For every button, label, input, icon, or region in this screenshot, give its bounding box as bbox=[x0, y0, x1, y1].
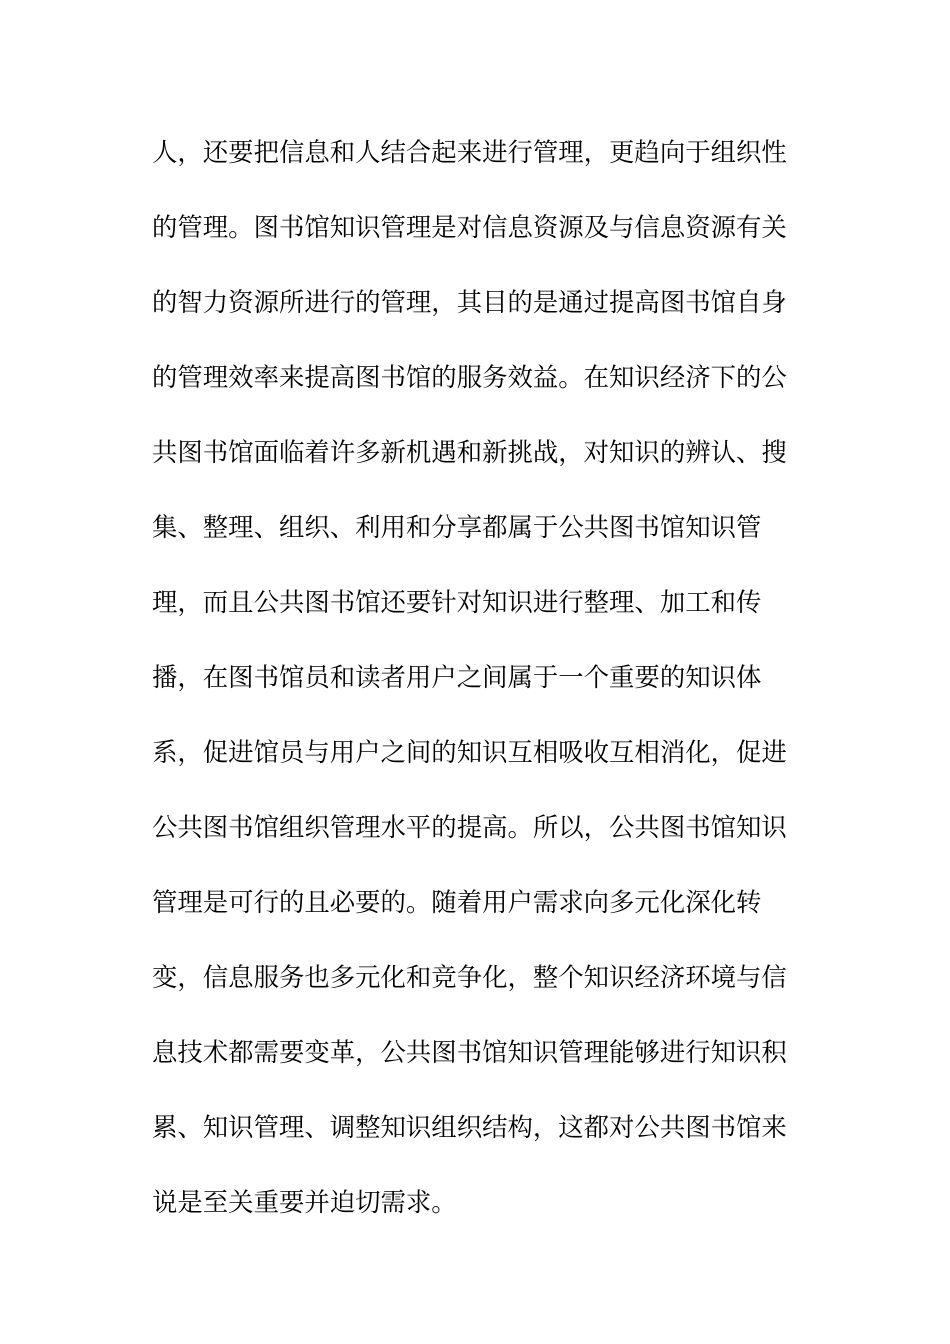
text-line: 的管理。图书馆知识管理是对信息资源及与信息资源有关 bbox=[152, 212, 787, 242]
text-line: 共图书馆面临着许多新机遇和新挑战，对知识的辨认、搜 bbox=[152, 437, 787, 467]
text-line: 理，而且公共图书馆还要针对知识进行整理、加工和传 bbox=[152, 587, 762, 617]
text-line: 播，在图书馆员和读者用户之间属于一个重要的知识体 bbox=[152, 662, 762, 692]
text-line: 管理是可行的且必要的。随着用户需求向多元化深化转 bbox=[152, 887, 762, 917]
body-paragraph bbox=[152, 128, 802, 1253]
text-line: 变，信息服务也多元化和竞争化，整个知识经济环境与信 bbox=[152, 962, 787, 992]
text-line: 集、整理、组织、利用和分享都属于公共图书馆知识管 bbox=[152, 512, 762, 542]
text-line: 的管理效率来提高图书馆的服务效益。在知识经济下的公 bbox=[152, 362, 787, 392]
text-line: 人，还要把信息和人结合起来进行管理，更趋向于组织性 bbox=[152, 137, 787, 167]
text-line: 的智力资源所进行的管理，其目的是通过提高图书馆自身 bbox=[152, 287, 787, 317]
text-line: 累、知识管理、调整知识组织结构，这都对公共图书馆来 bbox=[152, 1112, 787, 1142]
text-line: 公共图书馆组织管理水平的提高。所以，公共图书馆知识 bbox=[152, 812, 787, 842]
text-line: 息技术都需要变革，公共图书馆知识管理能够进行知识积 bbox=[152, 1037, 787, 1067]
text-line: 系，促进馆员与用户之间的知识互相吸收互相消化，促进 bbox=[152, 737, 787, 767]
text-line: 说是至关重要并迫切需求。 bbox=[152, 1187, 457, 1217]
